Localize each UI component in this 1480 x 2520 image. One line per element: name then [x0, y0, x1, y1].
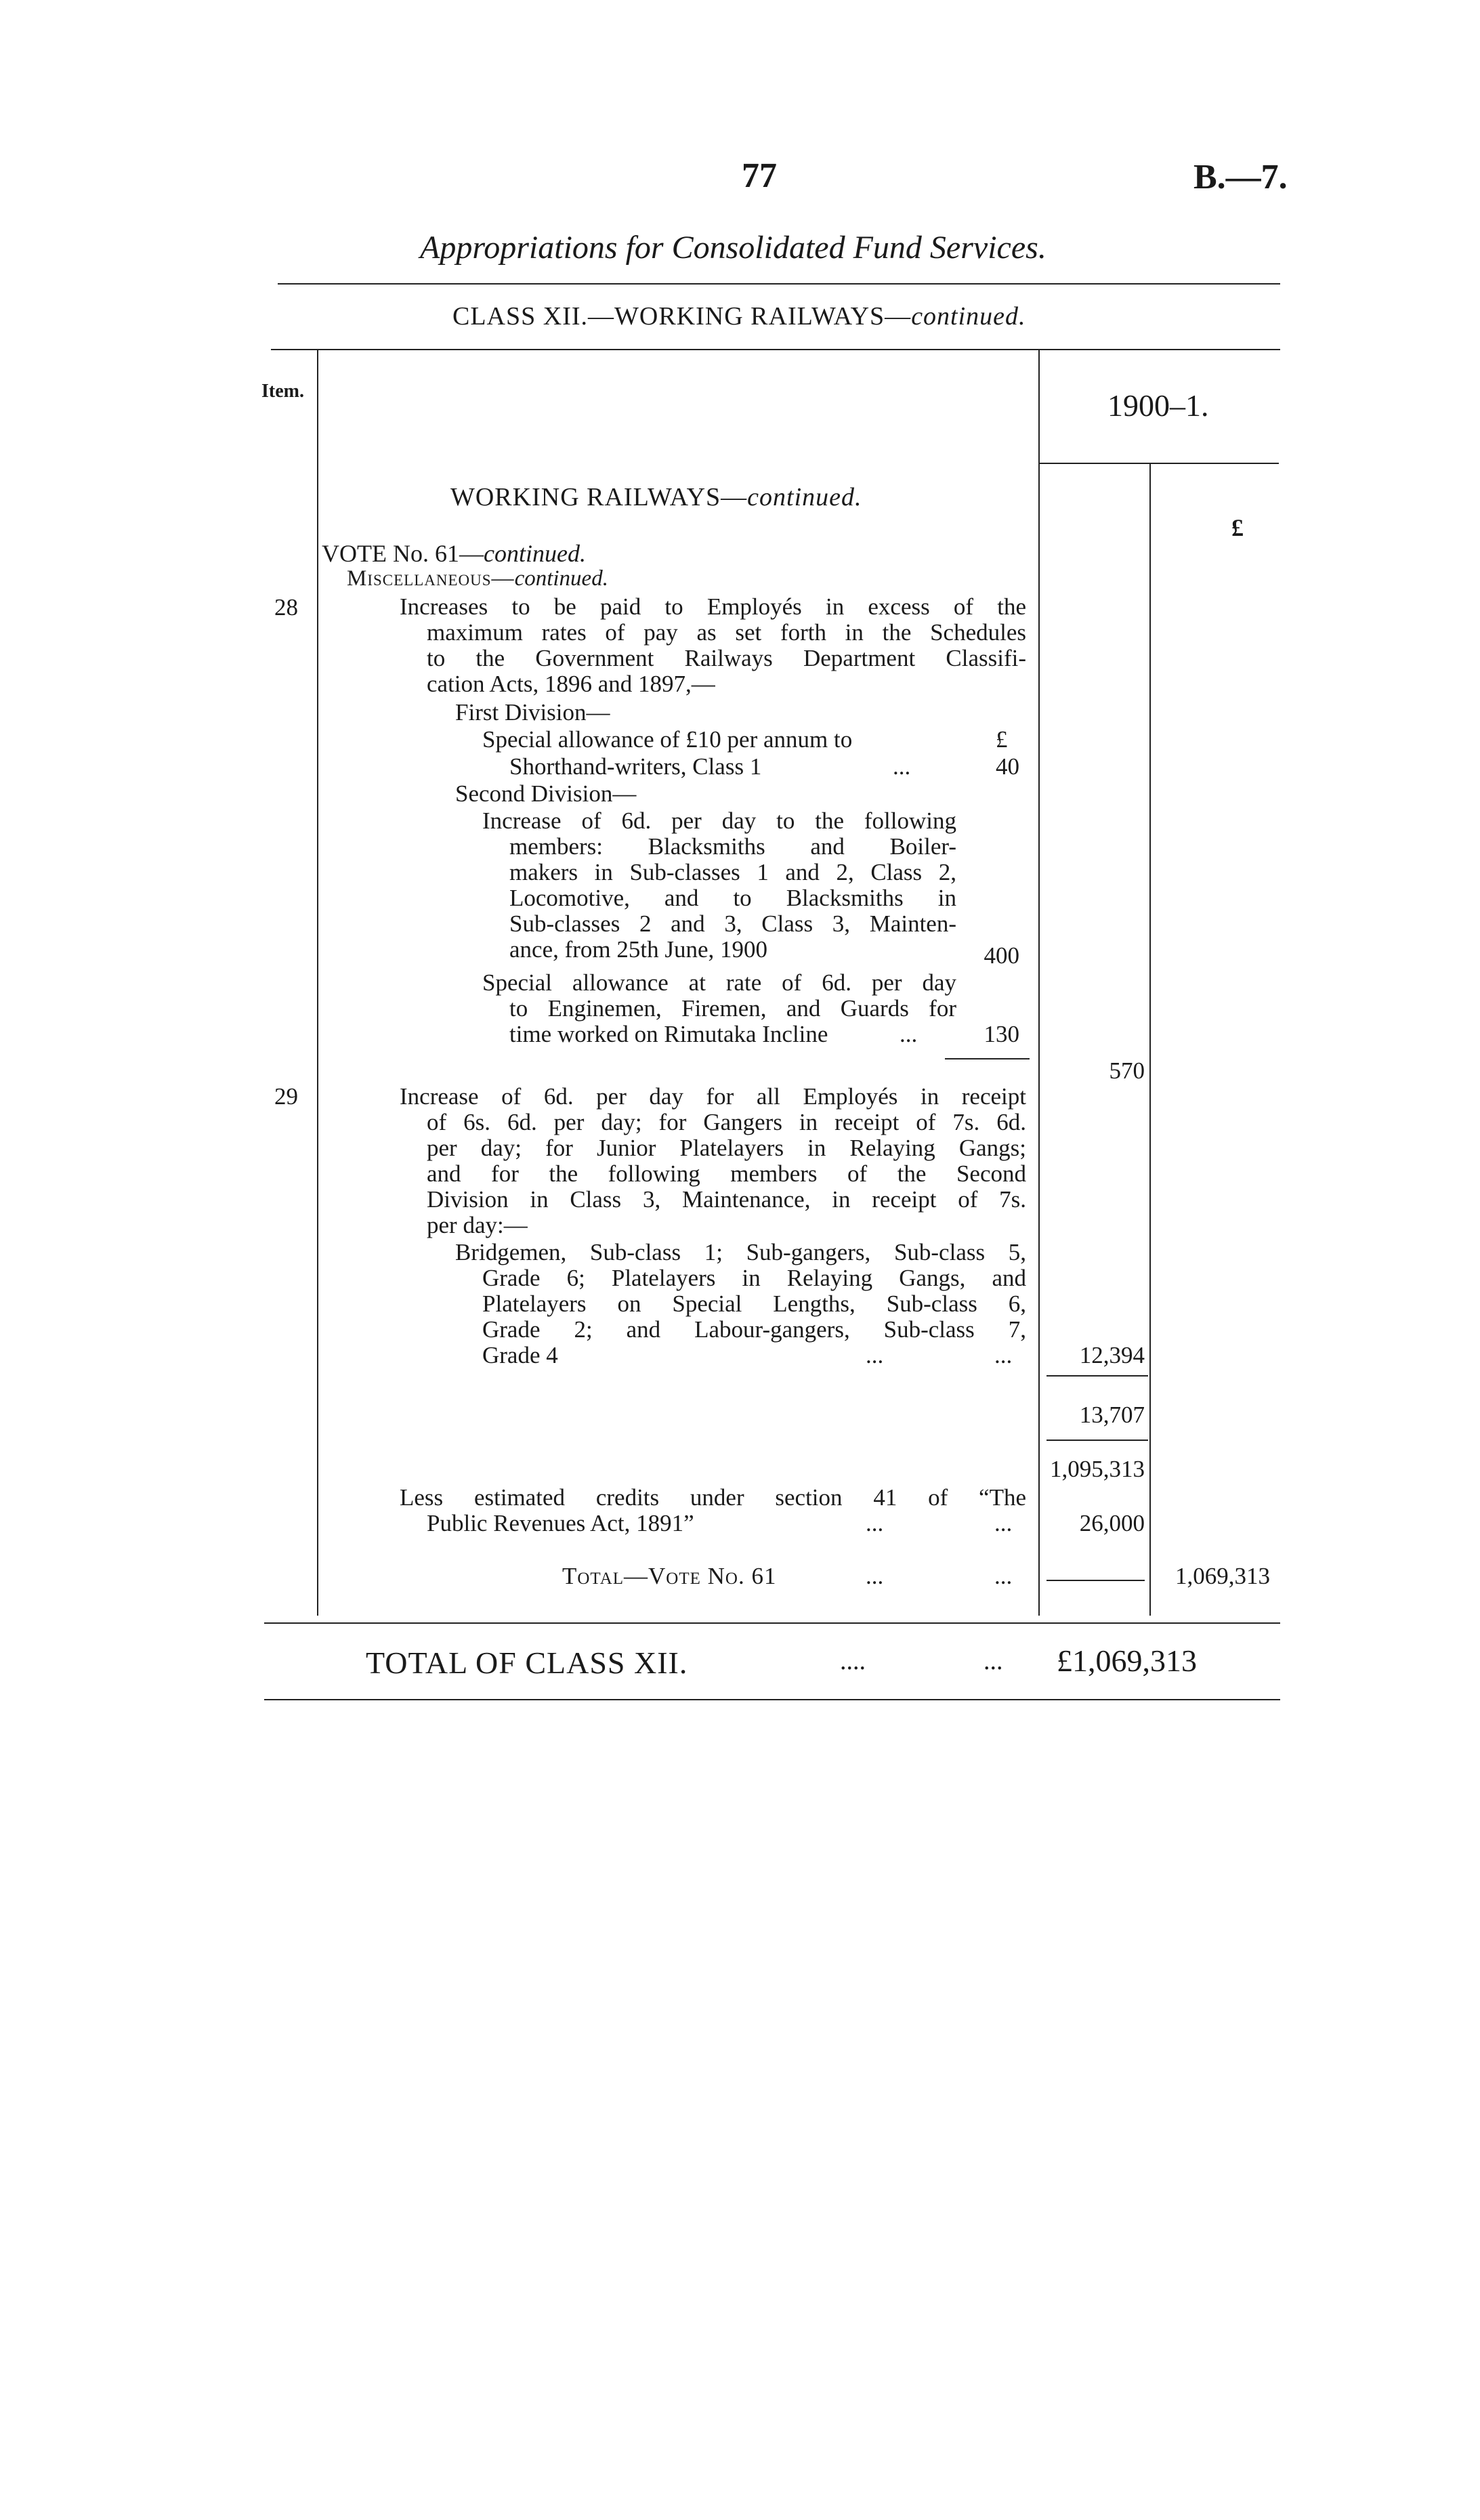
rule-vote-total	[1046, 1580, 1145, 1581]
first-division-amount: 40	[996, 753, 1019, 780]
class-title-continued: continued.	[911, 302, 1026, 331]
second-division-heading: Second Division—	[455, 780, 637, 807]
sub-heading	[347, 566, 608, 591]
vote-heading-continued: continued.	[483, 540, 586, 567]
year-column-header: 1900–1.	[1107, 388, 1209, 423]
second-division-line: ance, from 25th June, 1900	[509, 936, 768, 963]
rule-below-class-total	[264, 1699, 1280, 1700]
section-heading	[450, 482, 862, 512]
second-division-paragraph-1	[482, 808, 956, 963]
class-title	[452, 301, 1026, 331]
vote-total-dots-1: ...	[866, 1563, 884, 1589]
second-division-line: to Enginemen, Firemen, and Guards for	[509, 995, 956, 1022]
less-credits-dots-2: ...	[994, 1510, 1013, 1536]
running-title: Appropriations for Consolidated Fund Services.	[420, 230, 1046, 266]
item-29-line: per day:—	[427, 1212, 528, 1238]
class-total-label: TOTAL OF CLASS XII.	[366, 1645, 688, 1680]
currency-header: £	[1231, 514, 1244, 541]
item-29-sub-line: Grade 2; and Labour-gangers, Sub-class 7,	[482, 1316, 1026, 1343]
item-28-line: to the Government Railways Department Classifi-	[427, 645, 1026, 671]
rule-under-class-title	[271, 349, 1280, 350]
item-28-total: 570	[1109, 1057, 1145, 1084]
item-29-line: of 6s. 6d. per day; for Gangers in receipt of 7s. 6d.	[427, 1109, 1026, 1135]
less-credits-line: Public Revenues Act, 1891”	[427, 1510, 694, 1536]
item-29-dots-2: ...	[994, 1342, 1013, 1368]
second-division-line: makers in Sub-classes 1 and 2, Class 2,	[509, 859, 956, 885]
item-29-line: and for the following members of the Second	[427, 1160, 1026, 1187]
rule-item-28-sum	[945, 1058, 1030, 1059]
vote-total-amount: 1,069,313	[1175, 1563, 1270, 1589]
amount-column-rule-left	[1038, 349, 1040, 1616]
item-29-dots-1: ...	[866, 1342, 884, 1368]
second-division-line: time worked on Rimutaka Incline	[509, 1021, 828, 1047]
item-29-amount: 12,394	[1079, 1342, 1145, 1368]
rule-under-year	[1038, 463, 1279, 464]
vote-heading	[322, 539, 586, 568]
item-column-header: Item.	[261, 381, 304, 402]
amount-column-rule-middle	[1149, 464, 1151, 1616]
second-division-line: Sub-classes 2 and 3, Class 3, Mainten-	[509, 910, 956, 937]
second-division-amount-1: 400	[984, 942, 1019, 969]
second-division-dots: ...	[900, 1021, 918, 1047]
rule-gross	[1046, 1440, 1148, 1441]
vote-total-dots-2: ...	[994, 1563, 1013, 1589]
item-28-line: Increases to be paid to Employés in excess of the	[400, 593, 1026, 620]
sub-heading-text: Miscellaneous—	[347, 566, 515, 591]
item-29-sub-line: Grade 4	[482, 1342, 558, 1368]
document-reference: B.—7.	[1193, 158, 1288, 196]
section-heading-text: WORKING RAILWAYS—	[450, 483, 748, 511]
item-29-sub-line: Bridgemen, Sub-class 1; Sub-gangers, Sub-class 5,	[455, 1239, 1026, 1265]
rule-subtotal	[1046, 1375, 1148, 1377]
subtotal-amount: 13,707	[1079, 1402, 1145, 1428]
item-28-number: 28	[274, 594, 298, 621]
second-division-amount-2: 130	[984, 1021, 1019, 1047]
item-29-sub-line: Grade 6; Platelayers in Relaying Gangs, and	[482, 1265, 1026, 1291]
item-29-sub-line: Platelayers on Special Lengths, Sub-class 6,	[482, 1290, 1026, 1317]
item-28-description	[400, 594, 1026, 697]
section-heading-continued: continued.	[747, 483, 862, 511]
class-total-dots-2: ...	[984, 1647, 1003, 1675]
less-credits-line: Less estimated credits under section 41 of “The	[400, 1484, 1026, 1511]
less-credits-description	[400, 1485, 1026, 1536]
item-29-description	[400, 1084, 1026, 1238]
second-division-line: Locomotive, and to Blacksmiths in	[509, 885, 956, 911]
item-29-sub-description	[455, 1240, 1026, 1368]
first-division-line: Shorthand-writers, Class 1	[509, 753, 762, 780]
second-division-paragraph-2	[482, 970, 956, 1047]
vote-heading-text: VOTE No. 61—	[322, 540, 484, 567]
item-28-line: maximum rates of pay as set forth in the Schedules	[427, 619, 1026, 646]
rule-above-class-total	[264, 1622, 1280, 1624]
gross-amount: 1,095,313	[1050, 1456, 1145, 1482]
vote-total-label: Total—Vote No. 61	[562, 1563, 777, 1589]
item-29-line: per day; for Junior Platelayers in Relaying Gangs;	[427, 1135, 1026, 1161]
item-29-line: Division in Class 3, Maintenance, in receipt of 7s.	[427, 1186, 1026, 1213]
first-division-dots: ...	[893, 753, 911, 780]
item-29-number: 29	[274, 1083, 298, 1110]
item-column-rule	[317, 349, 318, 1616]
rule-top	[278, 283, 1280, 285]
second-division-line: Increase of 6d. per day to the following	[482, 807, 956, 834]
less-credits-dots-1: ...	[866, 1510, 884, 1536]
page-number: 77	[742, 156, 777, 195]
item-29-line: Increase of 6d. per day for all Employés in receipt	[400, 1083, 1026, 1110]
class-total-dots-1: ....	[840, 1647, 866, 1675]
second-division-line: Special allowance at rate of 6d. per day	[482, 969, 956, 996]
sub-heading-continued: continued.	[514, 566, 608, 591]
first-division-currency: £	[996, 726, 1008, 753]
second-division-line: members: Blacksmiths and Boiler-	[509, 833, 956, 860]
first-division-heading: First Division—	[455, 699, 610, 726]
class-title-text: CLASS XII.—WORKING RAILWAYS—	[452, 302, 912, 331]
class-total-amount: £1,069,313	[1057, 1643, 1197, 1678]
less-credits-amount: 26,000	[1079, 1510, 1145, 1536]
item-28-line: cation Acts, 1896 and 1897,—	[427, 671, 715, 697]
first-division-line: Special allowance of £10 per annum to	[482, 726, 853, 753]
